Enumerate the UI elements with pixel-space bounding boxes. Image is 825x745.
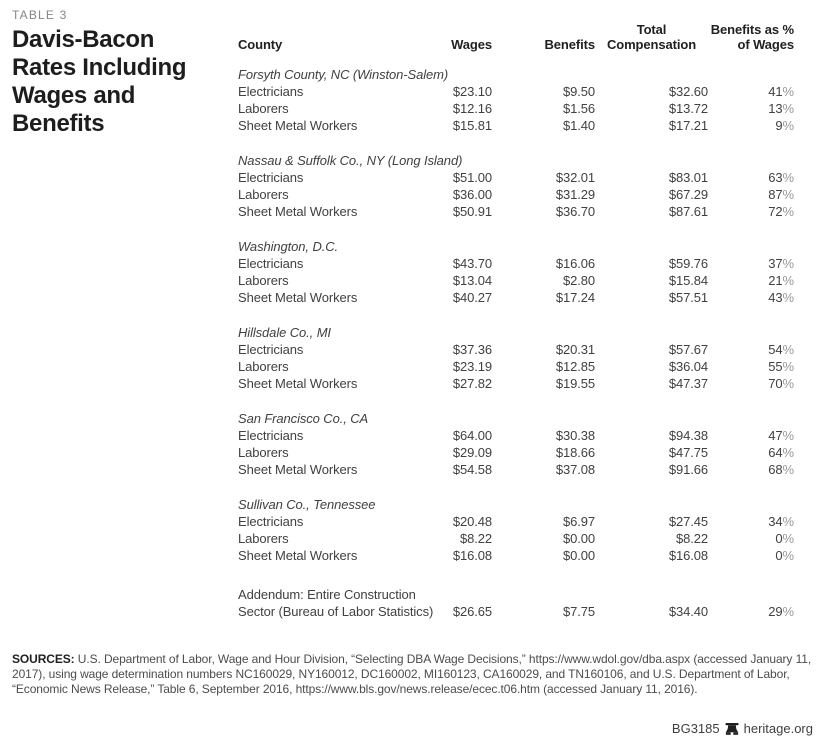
benefits-pct-cell: 47% <box>768 428 794 443</box>
county-group-row <box>238 496 794 513</box>
total-compensation-cell: $47.37 <box>668 376 708 391</box>
benefits-cell: $32.01 <box>555 170 595 185</box>
spacer-row <box>238 564 794 582</box>
wages-cell: $50.91 <box>452 204 492 219</box>
total-compensation-cell: $57.51 <box>668 290 708 305</box>
wages-cell: $54.58 <box>452 462 492 477</box>
benefits-cell: $7.75 <box>562 604 595 619</box>
wages-cell: $40.27 <box>452 290 492 305</box>
wages-cell: $8.22 <box>459 531 492 546</box>
table-label: TABLE 3 <box>12 8 68 22</box>
total-compensation-cell: $15.84 <box>668 273 708 288</box>
table-row <box>238 530 794 547</box>
spacer-row <box>238 134 794 152</box>
benefits-pct-cell: 29% <box>768 604 794 619</box>
wages-cell: $20.48 <box>452 514 492 529</box>
table-title: Davis-Bacon Rates Including Wages and Benefits <box>12 26 187 137</box>
total-compensation-cell: $13.72 <box>668 101 708 116</box>
benefits-cell: $19.55 <box>555 376 595 391</box>
wages-cell: $12.16 <box>452 101 492 116</box>
spacer-row <box>238 478 794 496</box>
wages-cell: $23.19 <box>452 359 492 374</box>
table-row <box>238 83 794 100</box>
table-row <box>238 547 794 564</box>
addendum-label: Addendum: Entire Construction Sector (Bureau of Labor Statistics) <box>238 587 434 619</box>
benefits-pct-cell: 43% <box>768 290 794 305</box>
table-row <box>238 169 794 186</box>
county-group-row <box>238 66 794 83</box>
benefits-pct-cell: 55% <box>768 359 794 374</box>
benefits-pct-cell: 64% <box>768 445 794 460</box>
occupation-cell: Sheet Metal Workers <box>238 376 358 391</box>
wages-cell: $51.00 <box>452 170 492 185</box>
benefits-cell: $0.00 <box>562 531 595 546</box>
table-row <box>238 255 794 272</box>
benefits-pct-cell: 0% <box>775 548 794 563</box>
occupation-cell: Sheet Metal Workers <box>238 548 358 563</box>
sources-text: U.S. Department of Labor, Wage and Hour Division, “Selecting DBA Wage Decisions,” https://www.wdol.gov/dba.aspx (accessed January 11, 2017), using wage determination numbers NC160029, NY160012, DC160002, MI160123, CA160029, and TN160106, and U.S. Department of Labor, “Economic News Release,” Table 6, September 2016, https://www.bls.gov/news.release/ecec.t06.htm (accessed January 11, 2016). <box>12 652 812 696</box>
benefits-cell: $30.38 <box>555 428 595 443</box>
benefits-cell: $6.97 <box>562 514 595 529</box>
benefits-cell: $17.24 <box>555 290 595 305</box>
table-row <box>238 375 794 392</box>
county-group-row <box>238 238 794 255</box>
total-compensation-cell: $32.60 <box>668 84 708 99</box>
benefits-pct-cell: 54% <box>768 342 794 357</box>
total-compensation-cell: $94.38 <box>668 428 708 443</box>
total-compensation-cell: $57.67 <box>668 342 708 357</box>
wages-cell: $43.70 <box>452 256 492 271</box>
benefits-cell: $36.70 <box>555 204 595 219</box>
table-header <box>238 16 794 66</box>
benefits-cell: $18.66 <box>555 445 595 460</box>
header-cell-wages: Wages <box>451 37 492 52</box>
table-row <box>238 203 794 220</box>
wages-cell: $37.36 <box>452 342 492 357</box>
addendum-row <box>238 586 794 620</box>
table-row <box>238 100 794 117</box>
benefits-pct-cell: 41% <box>768 84 794 99</box>
occupation-cell: Electricians <box>238 342 304 357</box>
header-row <box>238 16 794 66</box>
header-cell-county: County <box>238 37 283 52</box>
footer-credit <box>672 721 813 736</box>
total-compensation-cell: $83.01 <box>668 170 708 185</box>
wages-cell: $64.00 <box>452 428 492 443</box>
occupation-cell: Electricians <box>238 514 304 529</box>
total-compensation-cell: $27.45 <box>668 514 708 529</box>
benefits-pct-cell: 72% <box>768 204 794 219</box>
benefits-cell: $16.06 <box>555 256 595 271</box>
occupation-cell: Laborers <box>238 359 289 374</box>
table-row <box>238 427 794 444</box>
wages-cell: $23.10 <box>452 84 492 99</box>
table-row <box>238 444 794 461</box>
wages-cell: $15.81 <box>452 118 492 133</box>
spacer-row <box>238 220 794 238</box>
benefits-cell: $1.56 <box>562 101 595 116</box>
benefits-pct-cell: 21% <box>768 273 794 288</box>
county-group-row <box>238 152 794 169</box>
occupation-cell: Sheet Metal Workers <box>238 462 358 477</box>
occupation-cell: Electricians <box>238 84 304 99</box>
benefits-pct-cell: 63% <box>768 170 794 185</box>
total-compensation-cell: $36.04 <box>668 359 708 374</box>
occupation-cell: Laborers <box>238 273 289 288</box>
benefits-pct-cell: 0% <box>775 531 794 546</box>
occupation-cell: Laborers <box>238 445 289 460</box>
occupation-cell: Sheet Metal Workers <box>238 118 358 133</box>
occupation-cell: Laborers <box>238 101 289 116</box>
total-compensation-cell: $34.40 <box>668 604 708 619</box>
doc-id: BG3185 <box>671 721 720 736</box>
occupation-cell: Laborers <box>238 187 289 202</box>
total-compensation-cell: $59.76 <box>668 256 708 271</box>
benefits-cell: $37.08 <box>555 462 595 477</box>
wages-cell: $26.65 <box>452 604 492 619</box>
occupation-cell: Electricians <box>238 256 304 271</box>
benefits-pct-cell: 37% <box>768 256 794 271</box>
rates-table <box>238 16 794 620</box>
county-group-row <box>238 410 794 427</box>
county-name: Washington, D.C. <box>238 239 339 254</box>
benefits-pct-cell: 68% <box>768 462 794 477</box>
wages-cell: $13.04 <box>452 273 492 288</box>
county-name: Forsyth County, NC (Winston-Salem) <box>238 67 449 82</box>
county-name: Hillsdale Co., MI <box>238 325 331 340</box>
wages-cell: $36.00 <box>452 187 492 202</box>
benefits-cell: $1.40 <box>562 118 595 133</box>
benefits-cell: $31.29 <box>555 187 595 202</box>
county-name: San Francisco Co., CA <box>238 411 369 426</box>
benefits-pct-cell: 13% <box>768 101 794 116</box>
total-compensation-cell: $67.29 <box>668 187 708 202</box>
occupation-cell: Electricians <box>238 170 304 185</box>
wages-cell: $29.09 <box>452 445 492 460</box>
total-compensation-cell: $87.61 <box>668 204 708 219</box>
table-row <box>238 117 794 134</box>
table-row <box>238 341 794 358</box>
table-row <box>238 513 794 530</box>
occupation-cell: Laborers <box>238 531 289 546</box>
table-row <box>238 358 794 375</box>
benefits-pct-cell: 34% <box>768 514 794 529</box>
benefits-cell: $2.80 <box>562 273 595 288</box>
heritage-bell-icon <box>725 723 739 735</box>
total-compensation-cell: $91.66 <box>668 462 708 477</box>
benefits-pct-cell: 9% <box>775 118 794 133</box>
occupation-cell: Electricians <box>238 428 304 443</box>
occupation-cell: Sheet Metal Workers <box>238 204 358 219</box>
total-compensation-cell: $8.22 <box>675 531 708 546</box>
benefits-cell: $12.85 <box>555 359 595 374</box>
table-row <box>238 289 794 306</box>
site-link: heritage.org <box>743 721 813 736</box>
wages-cell: $27.82 <box>452 376 492 391</box>
benefits-pct-cell: 87% <box>768 187 794 202</box>
wages-cell: $16.08 <box>452 548 492 563</box>
county-group-row <box>238 324 794 341</box>
county-name: Nassau & Suffolk Co., NY (Long Island) <box>238 153 463 168</box>
benefits-cell: $0.00 <box>562 548 595 563</box>
table-row <box>238 461 794 478</box>
spacer-row <box>238 392 794 410</box>
table-body <box>238 66 794 620</box>
spacer-row <box>238 306 794 324</box>
sources-note <box>12 652 814 697</box>
benefits-cell: $9.50 <box>562 84 595 99</box>
occupation-cell: Sheet Metal Workers <box>238 290 358 305</box>
sources-label: SOURCES: <box>12 652 75 666</box>
header-cell-total-compensation: Total Compensation <box>606 22 697 52</box>
total-compensation-cell: $17.21 <box>668 118 708 133</box>
header-cell-benefits: Benefits <box>544 37 595 52</box>
benefits-cell: $20.31 <box>555 342 595 357</box>
county-name: Sullivan Co., Tennessee <box>238 497 376 512</box>
header-cell-benefits-pct: Benefits as % of Wages <box>710 22 794 52</box>
table-row <box>238 272 794 289</box>
total-compensation-cell: $16.08 <box>668 548 708 563</box>
total-compensation-cell: $47.75 <box>668 445 708 460</box>
benefits-pct-cell: 70% <box>768 376 794 391</box>
table-row <box>238 186 794 203</box>
